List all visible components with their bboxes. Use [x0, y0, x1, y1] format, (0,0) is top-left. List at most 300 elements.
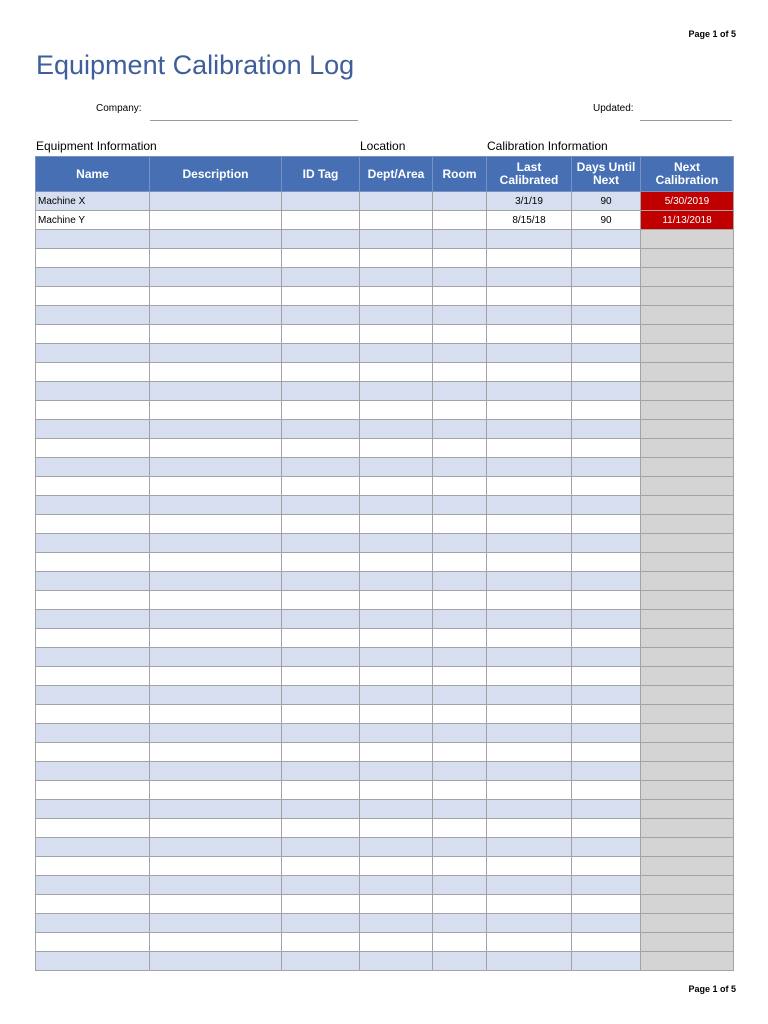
- cell-dept-area[interactable]: [360, 572, 433, 591]
- cell-room[interactable]: [433, 458, 487, 477]
- cell-next-calibration[interactable]: [641, 762, 734, 781]
- cell-next-calibration[interactable]: [641, 800, 734, 819]
- cell-room[interactable]: [433, 420, 487, 439]
- cell-id-tag[interactable]: [282, 591, 360, 610]
- cell-room[interactable]: [433, 667, 487, 686]
- cell-next-calibration[interactable]: [641, 401, 734, 420]
- cell-description[interactable]: [150, 344, 282, 363]
- cell-description[interactable]: [150, 667, 282, 686]
- cell-id-tag[interactable]: [282, 610, 360, 629]
- cell-last-calibrated[interactable]: [487, 553, 572, 572]
- cell-next-calibration[interactable]: [641, 249, 734, 268]
- cell-days-until-next[interactable]: [572, 914, 641, 933]
- cell-next-calibration[interactable]: [641, 306, 734, 325]
- cell-name[interactable]: [36, 477, 150, 496]
- cell-days-until-next[interactable]: [572, 648, 641, 667]
- cell-last-calibrated[interactable]: [487, 933, 572, 952]
- cell-room[interactable]: [433, 895, 487, 914]
- cell-days-until-next[interactable]: [572, 268, 641, 287]
- cell-days-until-next[interactable]: [572, 895, 641, 914]
- cell-dept-area[interactable]: [360, 762, 433, 781]
- cell-dept-area[interactable]: [360, 819, 433, 838]
- cell-id-tag[interactable]: [282, 287, 360, 306]
- cell-name[interactable]: [36, 496, 150, 515]
- cell-description[interactable]: [150, 553, 282, 572]
- cell-next-calibration[interactable]: [641, 496, 734, 515]
- cell-dept-area[interactable]: [360, 534, 433, 553]
- cell-last-calibrated[interactable]: [487, 572, 572, 591]
- cell-room[interactable]: [433, 382, 487, 401]
- cell-last-calibrated[interactable]: [487, 534, 572, 553]
- cell-next-calibration[interactable]: [641, 363, 734, 382]
- cell-next-calibration[interactable]: [641, 895, 734, 914]
- cell-name[interactable]: [36, 648, 150, 667]
- cell-next-calibration[interactable]: [641, 705, 734, 724]
- cell-last-calibrated[interactable]: [487, 287, 572, 306]
- cell-dept-area[interactable]: [360, 667, 433, 686]
- cell-name[interactable]: [36, 325, 150, 344]
- cell-description[interactable]: [150, 686, 282, 705]
- cell-id-tag[interactable]: [282, 838, 360, 857]
- cell-next-calibration[interactable]: [641, 724, 734, 743]
- cell-room[interactable]: [433, 857, 487, 876]
- cell-room[interactable]: [433, 439, 487, 458]
- cell-dept-area[interactable]: [360, 686, 433, 705]
- cell-room[interactable]: [433, 344, 487, 363]
- cell-last-calibrated[interactable]: [487, 515, 572, 534]
- cell-last-calibrated[interactable]: [487, 952, 572, 971]
- cell-days-until-next[interactable]: [572, 477, 641, 496]
- cell-room[interactable]: [433, 762, 487, 781]
- cell-description[interactable]: [150, 857, 282, 876]
- cell-dept-area[interactable]: [360, 895, 433, 914]
- cell-description[interactable]: [150, 743, 282, 762]
- cell-dept-area[interactable]: [360, 857, 433, 876]
- cell-name[interactable]: [36, 838, 150, 857]
- cell-description[interactable]: [150, 477, 282, 496]
- cell-name[interactable]: [36, 876, 150, 895]
- cell-last-calibrated[interactable]: [487, 610, 572, 629]
- cell-id-tag[interactable]: [282, 819, 360, 838]
- cell-days-until-next[interactable]: [572, 591, 641, 610]
- cell-room[interactable]: [433, 876, 487, 895]
- cell-name[interactable]: [36, 230, 150, 249]
- cell-description[interactable]: [150, 534, 282, 553]
- cell-name[interactable]: [36, 781, 150, 800]
- cell-room[interactable]: [433, 648, 487, 667]
- cell-days-until-next[interactable]: [572, 952, 641, 971]
- cell-name[interactable]: [36, 458, 150, 477]
- cell-id-tag[interactable]: [282, 496, 360, 515]
- cell-days-until-next[interactable]: [572, 781, 641, 800]
- cell-name[interactable]: [36, 629, 150, 648]
- cell-next-calibration[interactable]: [641, 534, 734, 553]
- cell-description[interactable]: [150, 895, 282, 914]
- cell-next-calibration[interactable]: [641, 876, 734, 895]
- cell-description[interactable]: [150, 876, 282, 895]
- company-field[interactable]: [150, 120, 358, 121]
- cell-room[interactable]: [433, 230, 487, 249]
- cell-room[interactable]: [433, 705, 487, 724]
- cell-days-until-next[interactable]: [572, 325, 641, 344]
- cell-description[interactable]: [150, 306, 282, 325]
- cell-days-until-next[interactable]: [572, 667, 641, 686]
- cell-id-tag[interactable]: [282, 762, 360, 781]
- cell-id-tag[interactable]: [282, 933, 360, 952]
- cell-name[interactable]: [36, 895, 150, 914]
- cell-name[interactable]: [36, 534, 150, 553]
- cell-next-calibration[interactable]: [641, 382, 734, 401]
- cell-days-until-next[interactable]: [572, 686, 641, 705]
- cell-next-calibration[interactable]: [641, 230, 734, 249]
- cell-next-calibration[interactable]: [641, 610, 734, 629]
- cell-room[interactable]: [433, 249, 487, 268]
- cell-days-until-next[interactable]: [572, 933, 641, 952]
- cell-room[interactable]: [433, 553, 487, 572]
- cell-id-tag[interactable]: [282, 743, 360, 762]
- cell-last-calibrated[interactable]: [487, 800, 572, 819]
- cell-id-tag[interactable]: [282, 876, 360, 895]
- cell-name[interactable]: [36, 819, 150, 838]
- cell-description[interactable]: [150, 724, 282, 743]
- cell-description[interactable]: [150, 439, 282, 458]
- cell-next-calibration[interactable]: [641, 325, 734, 344]
- cell-id-tag[interactable]: [282, 952, 360, 971]
- cell-id-tag[interactable]: [282, 249, 360, 268]
- cell-dept-area[interactable]: [360, 287, 433, 306]
- cell-days-until-next[interactable]: [572, 857, 641, 876]
- cell-next-calibration[interactable]: [641, 686, 734, 705]
- cell-dept-area[interactable]: [360, 439, 433, 458]
- cell-dept-area[interactable]: [360, 629, 433, 648]
- cell-last-calibrated[interactable]: [487, 477, 572, 496]
- cell-days-until-next[interactable]: [572, 572, 641, 591]
- cell-days-until-next[interactable]: [572, 344, 641, 363]
- cell-dept-area[interactable]: [360, 401, 433, 420]
- cell-next-calibration[interactable]: [641, 458, 734, 477]
- cell-days-until-next[interactable]: [572, 819, 641, 838]
- cell-last-calibrated[interactable]: [487, 401, 572, 420]
- cell-dept-area[interactable]: [360, 458, 433, 477]
- cell-room[interactable]: [433, 477, 487, 496]
- cell-days-until-next[interactable]: [572, 363, 641, 382]
- cell-days-until-next[interactable]: [572, 724, 641, 743]
- cell-id-tag[interactable]: [282, 724, 360, 743]
- cell-room[interactable]: [433, 838, 487, 857]
- cell-next-calibration[interactable]: [641, 287, 734, 306]
- cell-dept-area[interactable]: [360, 838, 433, 857]
- cell-next-calibration[interactable]: [641, 667, 734, 686]
- cell-description[interactable]: [150, 952, 282, 971]
- cell-room[interactable]: [433, 363, 487, 382]
- cell-name[interactable]: [36, 249, 150, 268]
- cell-description[interactable]: [150, 401, 282, 420]
- cell-last-calibrated[interactable]: [487, 629, 572, 648]
- cell-name[interactable]: [36, 420, 150, 439]
- cell-id-tag[interactable]: [282, 211, 360, 230]
- cell-last-calibrated[interactable]: [487, 724, 572, 743]
- cell-id-tag[interactable]: [282, 572, 360, 591]
- cell-next-calibration[interactable]: [641, 515, 734, 534]
- cell-name[interactable]: Machine X: [36, 192, 150, 211]
- cell-dept-area[interactable]: [360, 705, 433, 724]
- cell-last-calibrated[interactable]: [487, 667, 572, 686]
- cell-next-calibration[interactable]: [641, 933, 734, 952]
- cell-room[interactable]: [433, 686, 487, 705]
- cell-id-tag[interactable]: [282, 477, 360, 496]
- cell-description[interactable]: [150, 914, 282, 933]
- cell-description[interactable]: [150, 610, 282, 629]
- cell-room[interactable]: [433, 629, 487, 648]
- cell-name[interactable]: [36, 857, 150, 876]
- cell-dept-area[interactable]: [360, 230, 433, 249]
- cell-description[interactable]: [150, 591, 282, 610]
- cell-days-until-next[interactable]: [572, 838, 641, 857]
- cell-room[interactable]: [433, 933, 487, 952]
- cell-name[interactable]: [36, 268, 150, 287]
- cell-dept-area[interactable]: [360, 591, 433, 610]
- cell-next-calibration[interactable]: [641, 268, 734, 287]
- cell-room[interactable]: [433, 534, 487, 553]
- cell-next-calibration[interactable]: [641, 420, 734, 439]
- cell-id-tag[interactable]: [282, 458, 360, 477]
- cell-next-calibration[interactable]: 5/30/2019: [641, 192, 734, 211]
- cell-last-calibrated[interactable]: [487, 325, 572, 344]
- cell-description[interactable]: [150, 838, 282, 857]
- cell-dept-area[interactable]: [360, 610, 433, 629]
- cell-next-calibration[interactable]: [641, 629, 734, 648]
- cell-id-tag[interactable]: [282, 781, 360, 800]
- cell-room[interactable]: [433, 800, 487, 819]
- cell-name[interactable]: [36, 553, 150, 572]
- cell-id-tag[interactable]: [282, 515, 360, 534]
- cell-next-calibration[interactable]: [641, 838, 734, 857]
- cell-dept-area[interactable]: [360, 724, 433, 743]
- cell-id-tag[interactable]: [282, 705, 360, 724]
- cell-dept-area[interactable]: [360, 496, 433, 515]
- cell-next-calibration[interactable]: [641, 648, 734, 667]
- cell-name[interactable]: [36, 363, 150, 382]
- cell-room[interactable]: [433, 952, 487, 971]
- cell-last-calibrated[interactable]: [487, 895, 572, 914]
- cell-name[interactable]: [36, 344, 150, 363]
- cell-id-tag[interactable]: [282, 914, 360, 933]
- cell-next-calibration[interactable]: [641, 743, 734, 762]
- cell-days-until-next[interactable]: [572, 743, 641, 762]
- cell-room[interactable]: [433, 914, 487, 933]
- cell-room[interactable]: [433, 819, 487, 838]
- cell-next-calibration[interactable]: [641, 591, 734, 610]
- cell-room[interactable]: [433, 287, 487, 306]
- cell-name[interactable]: [36, 439, 150, 458]
- cell-description[interactable]: [150, 458, 282, 477]
- cell-dept-area[interactable]: [360, 914, 433, 933]
- updated-field[interactable]: [640, 120, 732, 121]
- cell-room[interactable]: [433, 781, 487, 800]
- cell-name[interactable]: [36, 287, 150, 306]
- cell-name[interactable]: [36, 724, 150, 743]
- cell-dept-area[interactable]: [360, 192, 433, 211]
- cell-dept-area[interactable]: [360, 382, 433, 401]
- cell-description[interactable]: [150, 287, 282, 306]
- cell-days-until-next[interactable]: [572, 249, 641, 268]
- cell-next-calibration[interactable]: [641, 952, 734, 971]
- cell-id-tag[interactable]: [282, 534, 360, 553]
- cell-dept-area[interactable]: [360, 325, 433, 344]
- cell-id-tag[interactable]: [282, 268, 360, 287]
- cell-description[interactable]: [150, 762, 282, 781]
- cell-last-calibrated[interactable]: [487, 914, 572, 933]
- cell-name[interactable]: [36, 933, 150, 952]
- cell-last-calibrated[interactable]: [487, 344, 572, 363]
- cell-dept-area[interactable]: [360, 743, 433, 762]
- cell-description[interactable]: [150, 705, 282, 724]
- cell-last-calibrated[interactable]: [487, 838, 572, 857]
- cell-last-calibrated[interactable]: [487, 648, 572, 667]
- cell-dept-area[interactable]: [360, 952, 433, 971]
- cell-dept-area[interactable]: [360, 363, 433, 382]
- cell-room[interactable]: [433, 743, 487, 762]
- cell-dept-area[interactable]: [360, 344, 433, 363]
- cell-last-calibrated[interactable]: [487, 496, 572, 515]
- cell-last-calibrated[interactable]: 8/15/18: [487, 211, 572, 230]
- cell-name[interactable]: [36, 572, 150, 591]
- cell-id-tag[interactable]: [282, 895, 360, 914]
- cell-description[interactable]: [150, 800, 282, 819]
- cell-dept-area[interactable]: [360, 781, 433, 800]
- cell-dept-area[interactable]: [360, 249, 433, 268]
- cell-next-calibration[interactable]: [641, 344, 734, 363]
- cell-next-calibration[interactable]: [641, 477, 734, 496]
- cell-dept-area[interactable]: [360, 477, 433, 496]
- cell-room[interactable]: [433, 211, 487, 230]
- cell-description[interactable]: [150, 629, 282, 648]
- cell-days-until-next[interactable]: [572, 705, 641, 724]
- cell-name[interactable]: [36, 686, 150, 705]
- cell-dept-area[interactable]: [360, 306, 433, 325]
- cell-last-calibrated[interactable]: 3/1/19: [487, 192, 572, 211]
- cell-id-tag[interactable]: [282, 686, 360, 705]
- cell-name[interactable]: [36, 610, 150, 629]
- cell-last-calibrated[interactable]: [487, 743, 572, 762]
- cell-id-tag[interactable]: [282, 629, 360, 648]
- cell-days-until-next[interactable]: 90: [572, 192, 641, 211]
- cell-id-tag[interactable]: [282, 857, 360, 876]
- cell-last-calibrated[interactable]: [487, 363, 572, 382]
- cell-description[interactable]: [150, 268, 282, 287]
- cell-name[interactable]: [36, 382, 150, 401]
- cell-id-tag[interactable]: [282, 553, 360, 572]
- cell-description[interactable]: [150, 572, 282, 591]
- cell-description[interactable]: [150, 819, 282, 838]
- cell-name[interactable]: [36, 401, 150, 420]
- cell-room[interactable]: [433, 610, 487, 629]
- cell-dept-area[interactable]: [360, 211, 433, 230]
- cell-room[interactable]: [433, 515, 487, 534]
- cell-last-calibrated[interactable]: [487, 420, 572, 439]
- cell-next-calibration[interactable]: [641, 914, 734, 933]
- cell-last-calibrated[interactable]: [487, 705, 572, 724]
- cell-room[interactable]: [433, 724, 487, 743]
- cell-name[interactable]: [36, 306, 150, 325]
- cell-name[interactable]: [36, 914, 150, 933]
- cell-id-tag[interactable]: [282, 439, 360, 458]
- cell-days-until-next[interactable]: [572, 876, 641, 895]
- cell-name[interactable]: [36, 762, 150, 781]
- cell-days-until-next[interactable]: [572, 762, 641, 781]
- cell-room[interactable]: [433, 268, 487, 287]
- cell-days-until-next[interactable]: [572, 553, 641, 572]
- cell-last-calibrated[interactable]: [487, 382, 572, 401]
- cell-description[interactable]: [150, 781, 282, 800]
- cell-days-until-next[interactable]: [572, 306, 641, 325]
- cell-last-calibrated[interactable]: [487, 876, 572, 895]
- cell-days-until-next[interactable]: [572, 439, 641, 458]
- cell-days-until-next[interactable]: [572, 382, 641, 401]
- cell-last-calibrated[interactable]: [487, 230, 572, 249]
- cell-days-until-next[interactable]: [572, 800, 641, 819]
- cell-id-tag[interactable]: [282, 344, 360, 363]
- cell-days-until-next[interactable]: [572, 230, 641, 249]
- cell-days-until-next[interactable]: [572, 610, 641, 629]
- cell-days-until-next[interactable]: [572, 515, 641, 534]
- cell-name[interactable]: [36, 743, 150, 762]
- cell-id-tag[interactable]: [282, 800, 360, 819]
- cell-last-calibrated[interactable]: [487, 762, 572, 781]
- cell-days-until-next[interactable]: [572, 458, 641, 477]
- cell-last-calibrated[interactable]: [487, 439, 572, 458]
- cell-dept-area[interactable]: [360, 515, 433, 534]
- cell-name[interactable]: [36, 800, 150, 819]
- cell-room[interactable]: [433, 401, 487, 420]
- cell-days-until-next[interactable]: 90: [572, 211, 641, 230]
- cell-next-calibration[interactable]: [641, 819, 734, 838]
- cell-days-until-next[interactable]: [572, 420, 641, 439]
- cell-next-calibration[interactable]: [641, 572, 734, 591]
- cell-name[interactable]: [36, 705, 150, 724]
- cell-last-calibrated[interactable]: [487, 249, 572, 268]
- cell-room[interactable]: [433, 192, 487, 211]
- cell-dept-area[interactable]: [360, 268, 433, 287]
- cell-description[interactable]: [150, 648, 282, 667]
- cell-days-until-next[interactable]: [572, 629, 641, 648]
- cell-id-tag[interactable]: [282, 230, 360, 249]
- cell-dept-area[interactable]: [360, 800, 433, 819]
- cell-last-calibrated[interactable]: [487, 857, 572, 876]
- cell-name[interactable]: Machine Y: [36, 211, 150, 230]
- cell-dept-area[interactable]: [360, 553, 433, 572]
- cell-id-tag[interactable]: [282, 192, 360, 211]
- cell-description[interactable]: [150, 420, 282, 439]
- cell-description[interactable]: [150, 211, 282, 230]
- cell-description[interactable]: [150, 249, 282, 268]
- cell-room[interactable]: [433, 572, 487, 591]
- cell-id-tag[interactable]: [282, 667, 360, 686]
- cell-dept-area[interactable]: [360, 933, 433, 952]
- cell-id-tag[interactable]: [282, 325, 360, 344]
- cell-room[interactable]: [433, 496, 487, 515]
- cell-last-calibrated[interactable]: [487, 458, 572, 477]
- cell-last-calibrated[interactable]: [487, 819, 572, 838]
- cell-last-calibrated[interactable]: [487, 268, 572, 287]
- cell-room[interactable]: [433, 306, 487, 325]
- cell-dept-area[interactable]: [360, 876, 433, 895]
- cell-description[interactable]: [150, 230, 282, 249]
- cell-last-calibrated[interactable]: [487, 686, 572, 705]
- cell-room[interactable]: [433, 591, 487, 610]
- cell-name[interactable]: [36, 667, 150, 686]
- cell-description[interactable]: [150, 382, 282, 401]
